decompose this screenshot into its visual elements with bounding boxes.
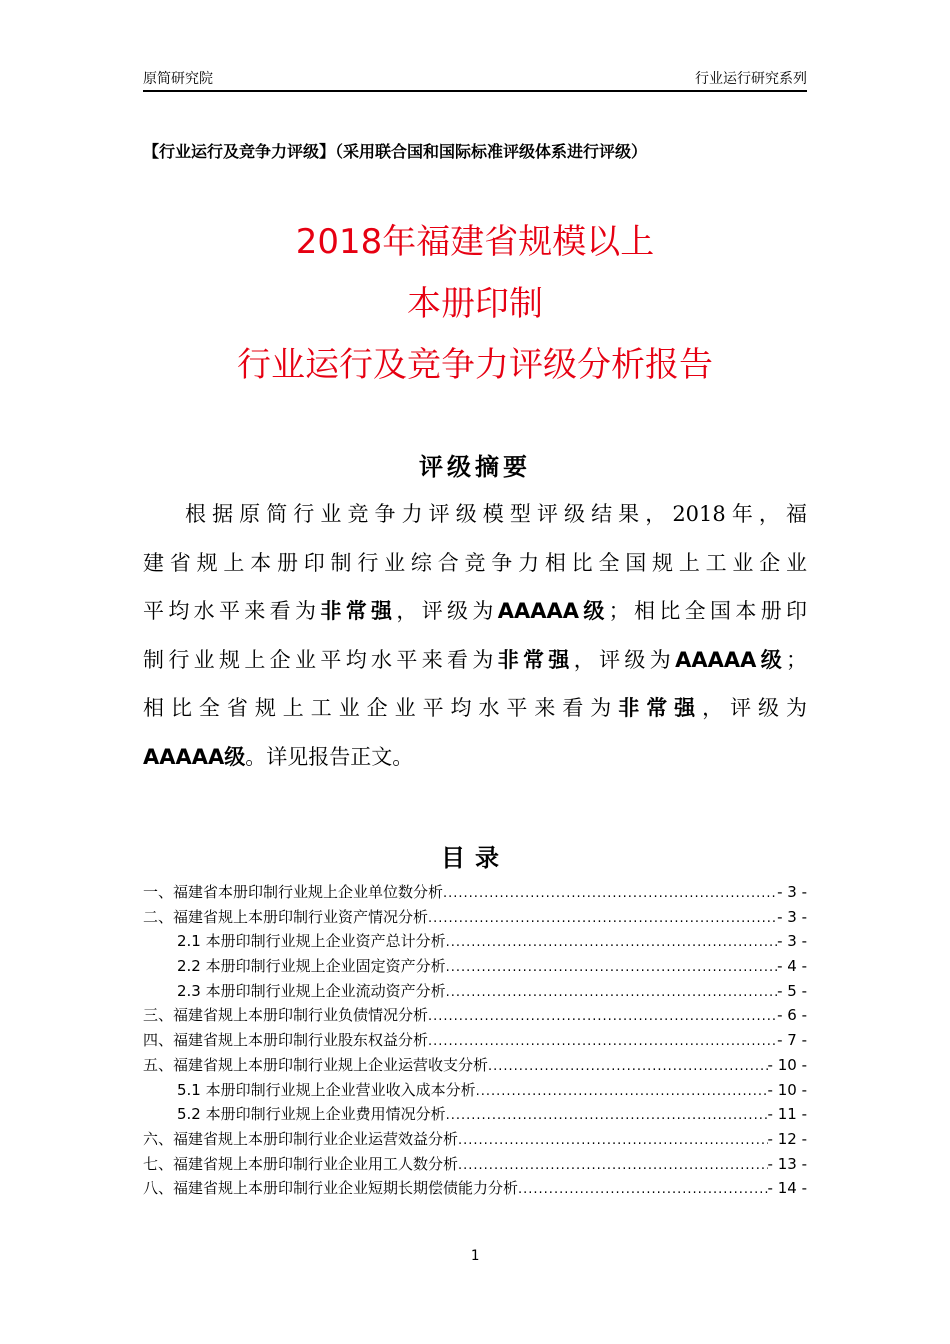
toc-entry-page: - 6 - bbox=[777, 1006, 807, 1025]
toc-entry[interactable] bbox=[143, 1003, 807, 1028]
toc-dot-leader bbox=[446, 931, 777, 956]
report-title-line-1: 2018年福建省规模以上 bbox=[295, 222, 655, 262]
page-header bbox=[143, 68, 807, 92]
toc-entry-page: - 3 - bbox=[777, 883, 807, 901]
toc-dot-leader bbox=[428, 1030, 777, 1055]
toc-entry-label: 5.2 本册印制行业规上企业费用情况分析 bbox=[177, 1105, 446, 1124]
toc-entry-page: - 10 - bbox=[767, 1080, 807, 1099]
toc-entry-label: 2.2 本册印制行业规上企业固定资产分析 bbox=[177, 957, 446, 976]
toc-entry-page: - 14 - bbox=[767, 1179, 807, 1198]
toc-entry-page: - 4 - bbox=[777, 957, 807, 976]
toc-dot-leader bbox=[446, 1104, 768, 1129]
toc-dot-leader bbox=[443, 882, 777, 907]
rating-emphasis: AAAAA级 bbox=[675, 647, 787, 672]
header-org-name: 原简研究院 bbox=[143, 71, 213, 87]
toc-entry[interactable] bbox=[143, 905, 807, 930]
summary-text: ； bbox=[786, 647, 808, 672]
page-number: 1 bbox=[470, 1248, 480, 1264]
toc-entry[interactable] bbox=[143, 1152, 807, 1177]
toc-entry[interactable] bbox=[143, 880, 807, 905]
toc-dot-leader bbox=[488, 1055, 768, 1080]
toc-entry-page: - 7 - bbox=[777, 1031, 807, 1050]
summary-text: 根据原简行业竞争力评级模型评级结果，2018年，福 bbox=[185, 502, 807, 526]
summary-text: 制行业规上企业平均水平来看为 bbox=[143, 647, 498, 672]
toc-entry-label: 四、福建省规上本册印制行业股东权益分析 bbox=[143, 1031, 429, 1050]
summary-line bbox=[143, 733, 807, 782]
toc-dot-leader bbox=[458, 1154, 768, 1179]
rating-emphasis: 非常强 bbox=[497, 647, 574, 672]
toc-entry[interactable] bbox=[143, 1127, 807, 1152]
toc-entry-page: - 12 - bbox=[767, 1129, 807, 1148]
toc-entry-label: 二、福建省规上本册印制行业资产情况分析 bbox=[143, 907, 429, 926]
summary-text: ；相比全国本册印 bbox=[608, 599, 808, 623]
rating-emphasis: AAAAA级 bbox=[497, 599, 609, 623]
toc-dot-leader bbox=[446, 981, 777, 1006]
toc-entry-page: - 5 - bbox=[777, 981, 807, 1000]
summary-text: ，评级为 bbox=[396, 599, 498, 623]
summary-line bbox=[143, 587, 807, 636]
toc-dot-leader bbox=[428, 1005, 777, 1030]
toc-entry-label: 2.3 本册印制行业规上企业流动资产分析 bbox=[177, 981, 446, 1000]
toc-entry-label: 八、福建省规上本册印制行业企业短期长期偿债能力分析 bbox=[143, 1179, 519, 1198]
toc-entry[interactable] bbox=[143, 1053, 807, 1078]
toc-entry-page: - 11 - bbox=[767, 1105, 807, 1124]
summary-line bbox=[143, 490, 807, 539]
rating-note: 【行业运行及竞争力评级】（采用联合国和国际标准评级体系进行评级） bbox=[143, 142, 648, 161]
summary-text: ，评级为 bbox=[702, 696, 808, 720]
toc-entry[interactable] bbox=[143, 929, 807, 954]
header-series-name: 行业运行研究系列 bbox=[695, 71, 807, 87]
report-title-line-3: 行业运行及竞争力评级分析报告 bbox=[237, 345, 713, 385]
toc-entry-label: 七、福建省规上本册印制行业企业用工人数分析 bbox=[143, 1154, 459, 1173]
toc-entry[interactable] bbox=[143, 1102, 807, 1127]
toc-entry-label: 一、福建省本册印制行业规上企业单位数分析 bbox=[143, 883, 444, 901]
toc-entry-label: 三、福建省规上本册印制行业负债情况分析 bbox=[143, 1006, 429, 1025]
summary-paragraph bbox=[143, 490, 807, 781]
toc-dot-leader bbox=[428, 907, 777, 932]
summary-line bbox=[143, 636, 807, 685]
summary-line bbox=[143, 684, 807, 733]
rating-emphasis: 非常强 bbox=[320, 599, 397, 623]
toc-dot-leader bbox=[446, 956, 777, 981]
rating-emphasis: AAAAA级 bbox=[143, 744, 246, 769]
toc-heading: 目录 bbox=[441, 844, 509, 872]
toc-entry-page: - 3 - bbox=[777, 907, 807, 926]
toc-entry-page: - 3 - bbox=[777, 932, 807, 951]
toc-dot-leader bbox=[476, 1080, 768, 1105]
toc-entry-label: 5.1 本册印制行业规上企业营业收入成本分析 bbox=[177, 1080, 476, 1099]
table-of-contents bbox=[143, 880, 807, 1201]
toc-entry-page: - 10 - bbox=[767, 1055, 807, 1074]
toc-entry-label: 五、福建省规上本册印制行业规上企业运营收支分析 bbox=[143, 1055, 489, 1074]
report-title-line-2: 本册印制 bbox=[407, 284, 543, 324]
summary-text: 相比全省规上工业企业平均水平来看为 bbox=[143, 696, 619, 720]
toc-entry[interactable] bbox=[143, 979, 807, 1004]
toc-dot-leader bbox=[458, 1129, 768, 1154]
toc-entry-label: 六、福建省规上本册印制行业企业运营效益分析 bbox=[143, 1129, 459, 1148]
summary-line bbox=[143, 539, 807, 588]
toc-dot-leader bbox=[518, 1178, 768, 1203]
summary-heading: 评级摘要 bbox=[419, 453, 531, 481]
toc-entry[interactable] bbox=[143, 954, 807, 979]
summary-text: 平均水平来看为 bbox=[143, 599, 321, 623]
summary-text: 。详见报告正文。 bbox=[245, 744, 414, 769]
toc-entry[interactable] bbox=[143, 1078, 807, 1103]
rating-emphasis: 非常强 bbox=[618, 696, 703, 720]
toc-entry-page: - 13 - bbox=[767, 1154, 807, 1173]
toc-entry[interactable] bbox=[143, 1176, 807, 1201]
summary-text: ，评级为 bbox=[573, 647, 676, 672]
summary-text: 建省规上本册印制行业综合竞争力相比全国规上工业企业 bbox=[143, 550, 807, 575]
toc-entry[interactable] bbox=[143, 1028, 807, 1053]
toc-entry-label: 2.1 本册印制行业规上企业资产总计分析 bbox=[177, 932, 446, 951]
